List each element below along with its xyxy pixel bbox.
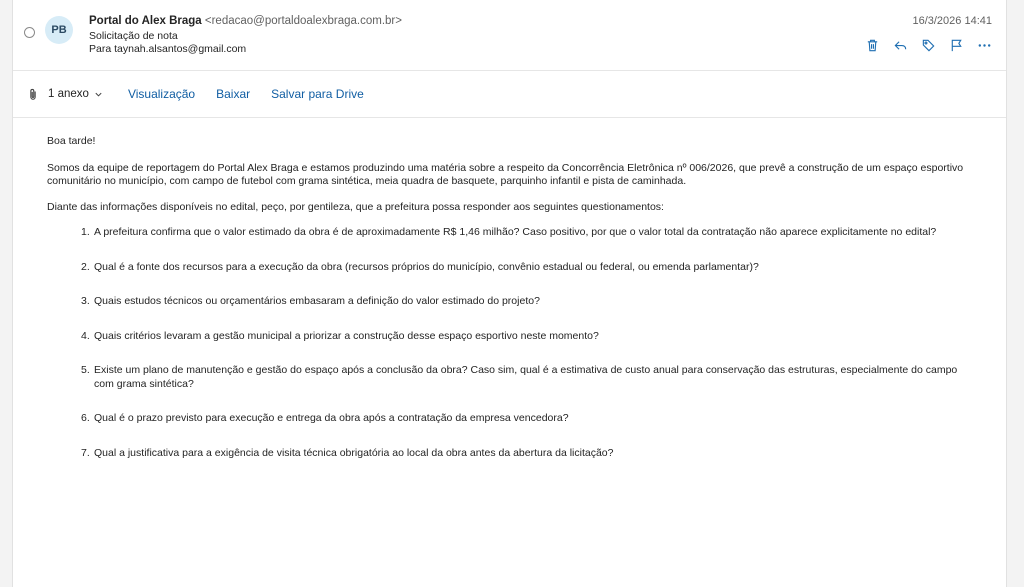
tag-icon[interactable] [918,36,938,54]
attachment-bar [13,71,1006,118]
reply-icon[interactable] [890,36,910,54]
recipient-line [89,43,246,55]
email-reading-pane [12,0,1007,587]
to-label: Para [89,43,112,55]
greeting: Boa tarde! [47,135,96,147]
list-item: 4. Quais critérios levaram a gestão municipal a priorizar a construção desse espaço esportivo neste momento? [81,329,599,342]
save-to-drive-link[interactable]: Salvar para Drive [271,87,364,101]
trash-icon[interactable] [862,36,882,54]
chevron-down-icon[interactable] [94,89,104,99]
list-item: 3. Quais estudos técnicos ou orçamentários embasaram a definição do valor estimado do projeto? [81,295,540,307]
paperclip-icon [27,86,41,102]
avatar[interactable]: PB [45,16,73,44]
questions-list [81,226,972,460]
attachment-count[interactable]: 1 anexo [48,88,89,100]
message-actions [862,36,994,54]
select-message-checkbox[interactable] [24,27,35,38]
email-header [13,0,1006,71]
download-link[interactable]: Baixar [216,87,251,101]
list-item: 2. Qual é a fonte dos recursos para a execução da obra (recursos próprios do município, convênio estadual ou federal, ou emenda parlamentar)? [81,260,759,273]
recipient-address[interactable]: taynah.alsantos@gmail.com [114,43,247,55]
list-item: 5. Existe um plano de manutenção e gestão do espaço após a conclusão da obra? Caso sim, qual é a estimativa de custo anual para conservação das estruturas, especialmente do campo com grama sintética? [81,364,958,390]
sender-email: <redacao@portaldoalexbraga.com.br> [204,15,402,27]
email-date: 16/3/2026 14:41 [912,15,992,27]
sender-line [89,15,402,27]
intro-paragraph: Somos da equipe de reportagem do Portal Alex Braga e estamos produzindo uma matéria sobre a respeito da Concorrência Eletrônica nº 006/2026, que prevê a construção de um espaço esportivo comunitário no município, com campo de futebol com grama sintética, meia quadra de basquete, parquinho infantil e pista de caminhada. [47,161,964,187]
list-item: 7. Qual a justificativa para a exigência de visita técnica obrigatória ao local da obra antes da abertura da licitação? [81,446,614,459]
flag-icon[interactable] [946,36,966,54]
more-icon[interactable] [974,36,994,54]
email-subject: Solicitação de nota [89,30,178,42]
sender-name[interactable]: Portal do Alex Braga [89,15,202,27]
message-body [13,118,1006,460]
list-item: 6. Qual é o prazo previsto para execução e entrega da obra após a contratação da empresa vencedora? [81,412,569,424]
preview-link[interactable]: Visualização [127,87,196,101]
list-item: 1. A prefeitura confirma que o valor estimado da obra é de aproximadamente R$ 1,46 milhão? Caso positivo, por que o valor total da contratação não aparece explicitamente no edital? [81,226,937,238]
request-paragraph: Diante das informações disponíveis no edital, peço, por gentileza, que a prefeitura possa responder aos seguintes questionamentos: [47,200,664,213]
